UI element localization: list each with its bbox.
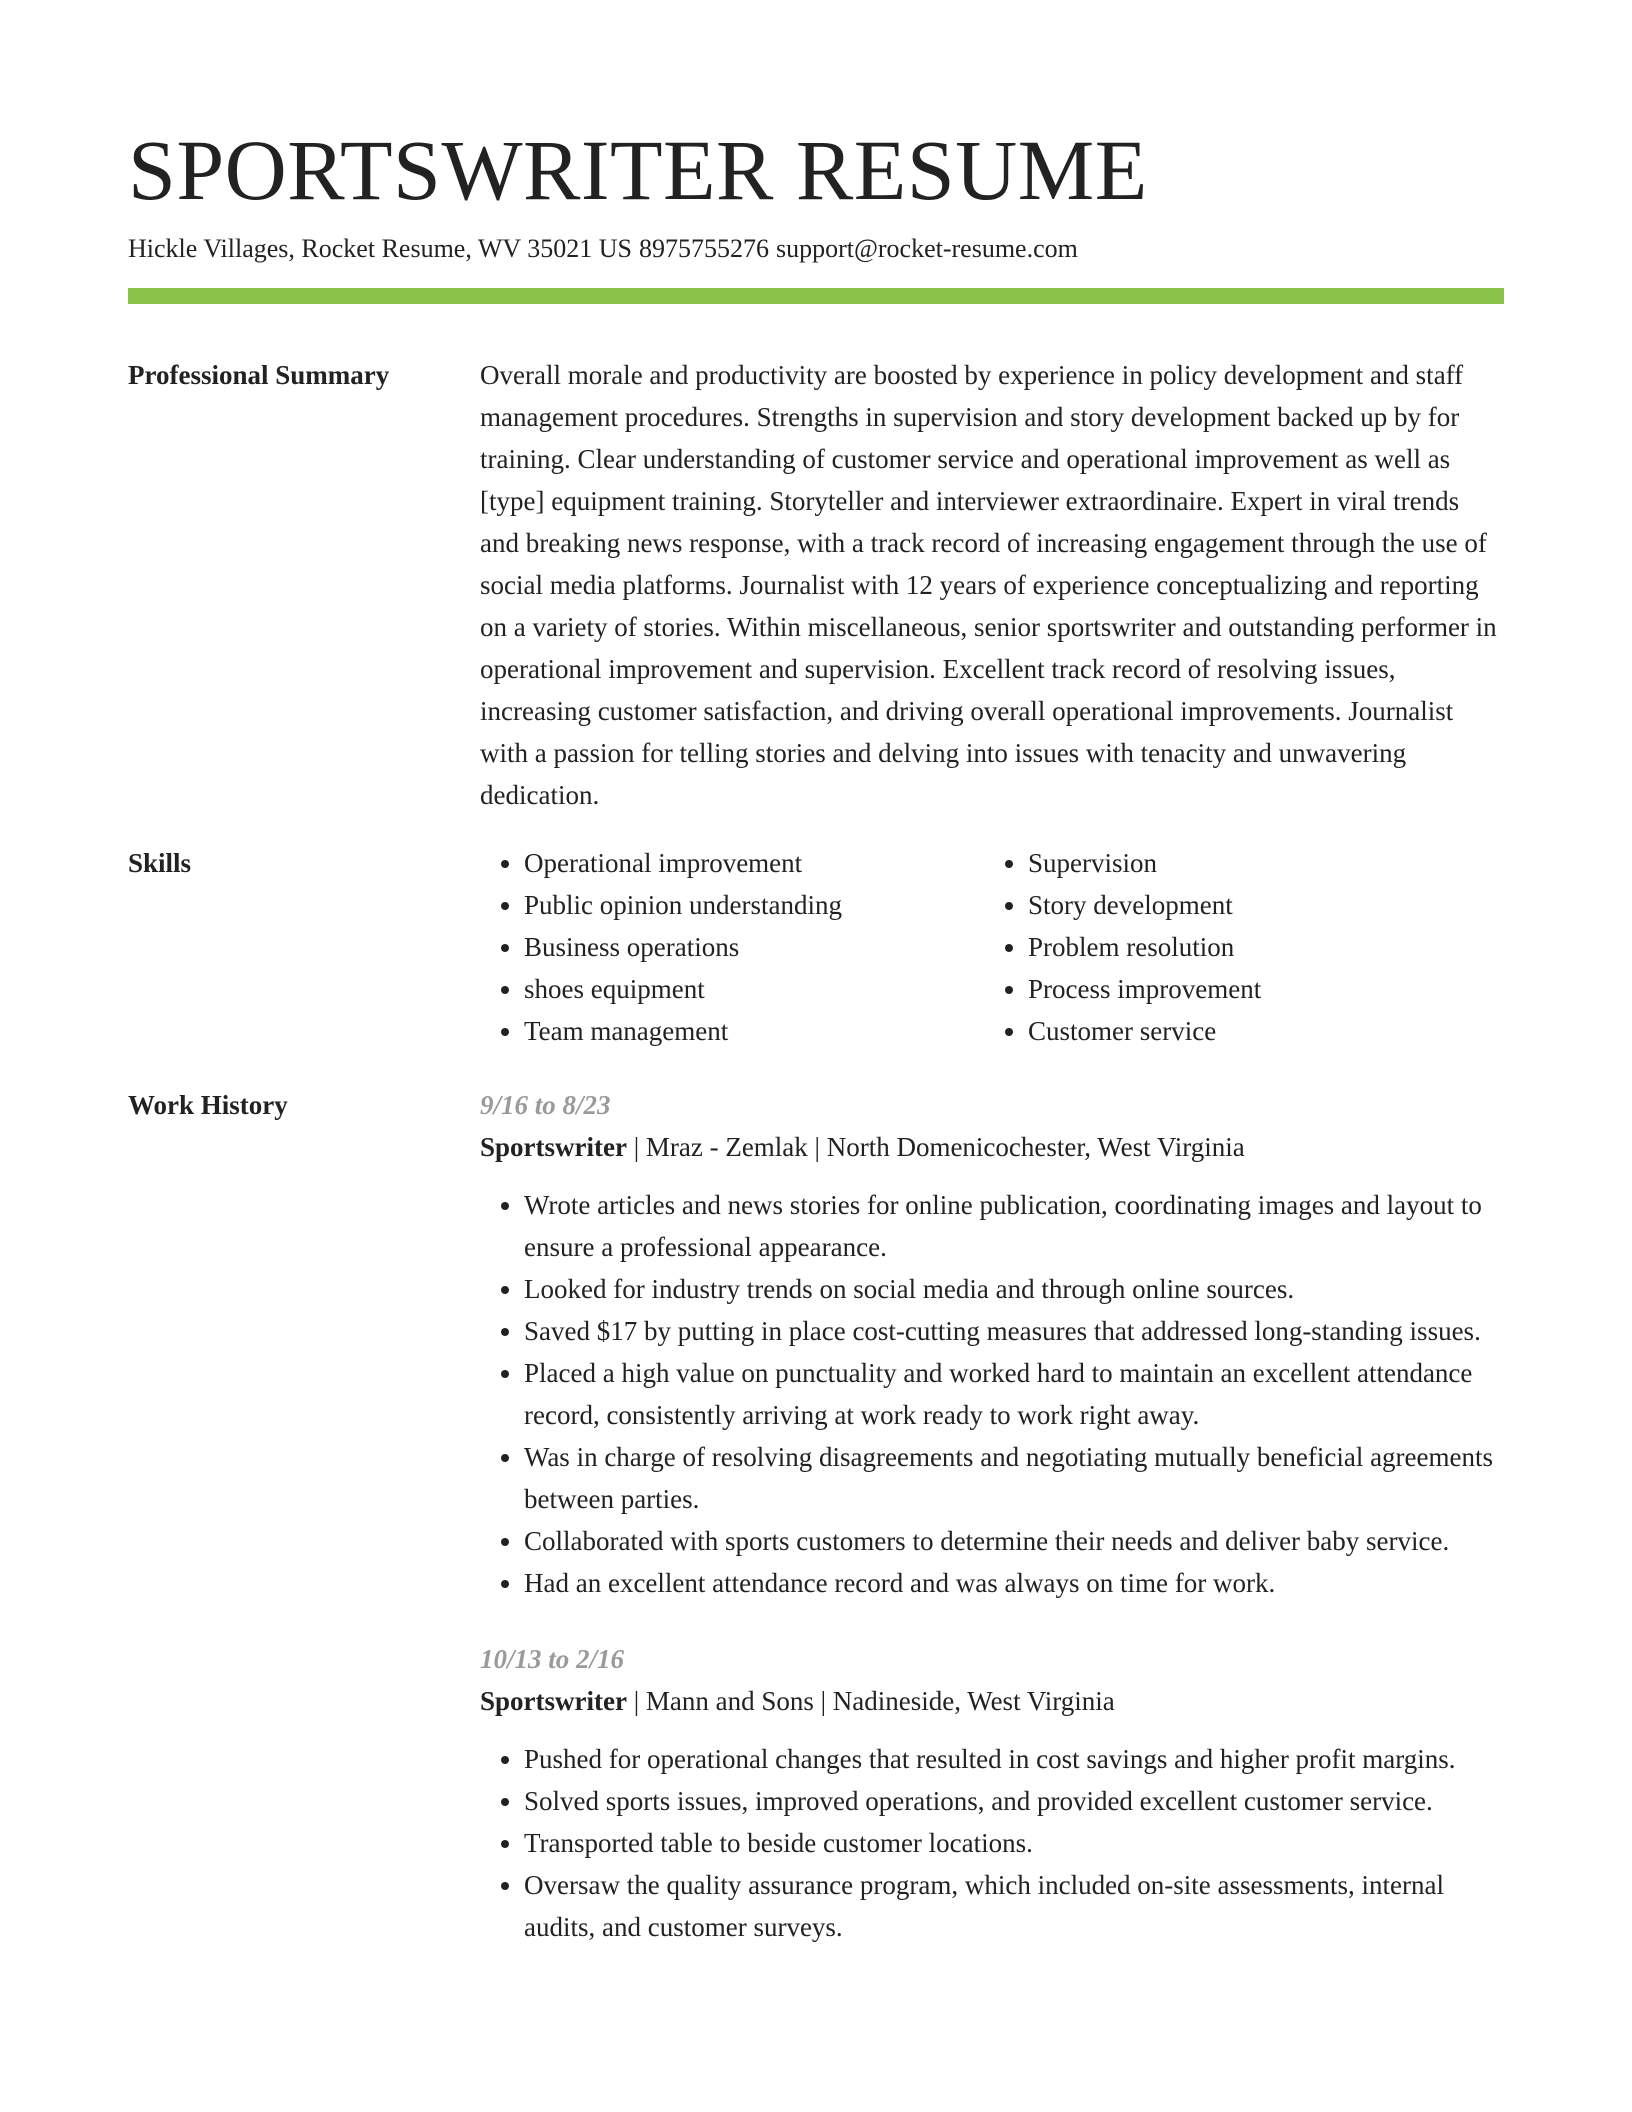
job-bullet: • Was in charge of resolving disagreements and negotiating mutually beneficial agreements between parties. bbox=[524, 1436, 1504, 1520]
work-history-heading: Work History bbox=[128, 1090, 288, 1120]
skills-heading: Skills bbox=[128, 848, 192, 878]
job-bullet: • Solved sports issues, improved operations, and provided excellent customer service. bbox=[524, 1780, 1504, 1822]
skill-item: • Problem resolution bbox=[1028, 926, 1488, 968]
work-history-body bbox=[480, 1084, 1504, 1948]
skill-item: • shoes equipment bbox=[524, 968, 984, 1010]
job-bullet: • Had an excellent attendance record and was always on time for work. bbox=[524, 1562, 1504, 1604]
job-title: Sportswriter bbox=[480, 1132, 627, 1162]
skills-column-1 bbox=[480, 842, 984, 1052]
summary-text: Overall morale and productivity are boosted by experience in policy development and staff management procedures. Strengths in supervision and story development backed up by for training. Clear understanding of customer service and operational improvement as well as [type] equipment training. Storyteller and interviewer extraordinaire. Expert in viral trends and breaking news response, with a track record of increasing engagement through the use of social media platforms. Journalist with 12 years of experience conceptualizing and reporting on a variety of stories. Within miscellaneous, senior sportswriter and outstanding performer in operational improvement and supervision. Excellent track record of resolving issues, increasing customer satisfaction, and driving overall operational improvements. Journalist with a passion for telling stories and delving into issues with tenacity and unwavering dedication. bbox=[480, 360, 1497, 810]
skill-item: • Business operations bbox=[524, 926, 984, 968]
contact-email: support@rocket-resume.com bbox=[775, 234, 1078, 263]
job-entry bbox=[480, 1084, 1504, 1604]
job-bullet: • Wrote articles and news stories for online publication, coordinating images and layout to ensure a professional appearance. bbox=[524, 1184, 1504, 1268]
skill-item: • Story development bbox=[1028, 884, 1488, 926]
job-bullets bbox=[480, 1738, 1504, 1948]
skill-item: • Supervision bbox=[1028, 842, 1488, 884]
job-heading bbox=[480, 1126, 1504, 1168]
skill-item: • Process improvement bbox=[1028, 968, 1488, 1010]
job-bullet: • Looked for industry trends on social media and through online sources. bbox=[524, 1268, 1504, 1310]
job-title: Sportswriter bbox=[480, 1686, 627, 1716]
job-dates: 10/13 to 2/16 bbox=[480, 1644, 625, 1674]
work-history-section bbox=[128, 1084, 1504, 1948]
skills-column-2 bbox=[984, 842, 1488, 1052]
resume-title: SPORTSWRITER RESUME bbox=[128, 122, 1148, 218]
contact-address: Hickle Villages, Rocket Resume, WV 35021 US bbox=[128, 234, 632, 263]
skills-list bbox=[480, 842, 1504, 1052]
job-bullets bbox=[480, 1184, 1504, 1604]
job-details: | Mraz - Zemlak | North Domenicochester, West Virginia bbox=[626, 1132, 1245, 1162]
header-divider bbox=[128, 288, 1504, 304]
job-dates: 9/16 to 8/23 bbox=[480, 1090, 611, 1120]
job-bullet: • Saved $17 by putting in place cost-cutting measures that addressed long-standing issues. bbox=[524, 1310, 1504, 1352]
contact-phone: 8975755276 bbox=[638, 234, 769, 263]
job-bullet: • Oversaw the quality assurance program, which included on-site assessments, internal audits, and customer surveys. bbox=[524, 1864, 1504, 1948]
job-bullet: • Transported table to beside customer locations. bbox=[524, 1822, 1504, 1864]
job-details: | Mann and Sons | Nadineside, West Virginia bbox=[626, 1686, 1115, 1716]
summary-body bbox=[480, 354, 1504, 816]
skill-item: • Public opinion understanding bbox=[524, 884, 984, 926]
skill-item: • Operational improvement bbox=[524, 842, 984, 884]
job-bullet: • Pushed for operational changes that resulted in cost savings and higher profit margins. bbox=[524, 1738, 1504, 1780]
skills-section bbox=[128, 842, 1504, 1052]
skill-item: • Team management bbox=[524, 1010, 984, 1052]
job-bullet: • Placed a high value on punctuality and worked hard to maintain an excellent attendance record, consistently arriving at work ready to work right away. bbox=[524, 1352, 1504, 1436]
job-bullet: • Collaborated with sports customers to determine their needs and deliver baby service. bbox=[524, 1520, 1504, 1562]
summary-section bbox=[128, 354, 1504, 816]
summary-heading: Professional Summary bbox=[128, 360, 390, 390]
resume-page bbox=[128, 0, 1504, 1948]
job-heading bbox=[480, 1680, 1504, 1722]
contact-line bbox=[128, 232, 1504, 266]
job-entry bbox=[480, 1638, 1504, 1948]
skill-item: • Customer service bbox=[1028, 1010, 1488, 1052]
